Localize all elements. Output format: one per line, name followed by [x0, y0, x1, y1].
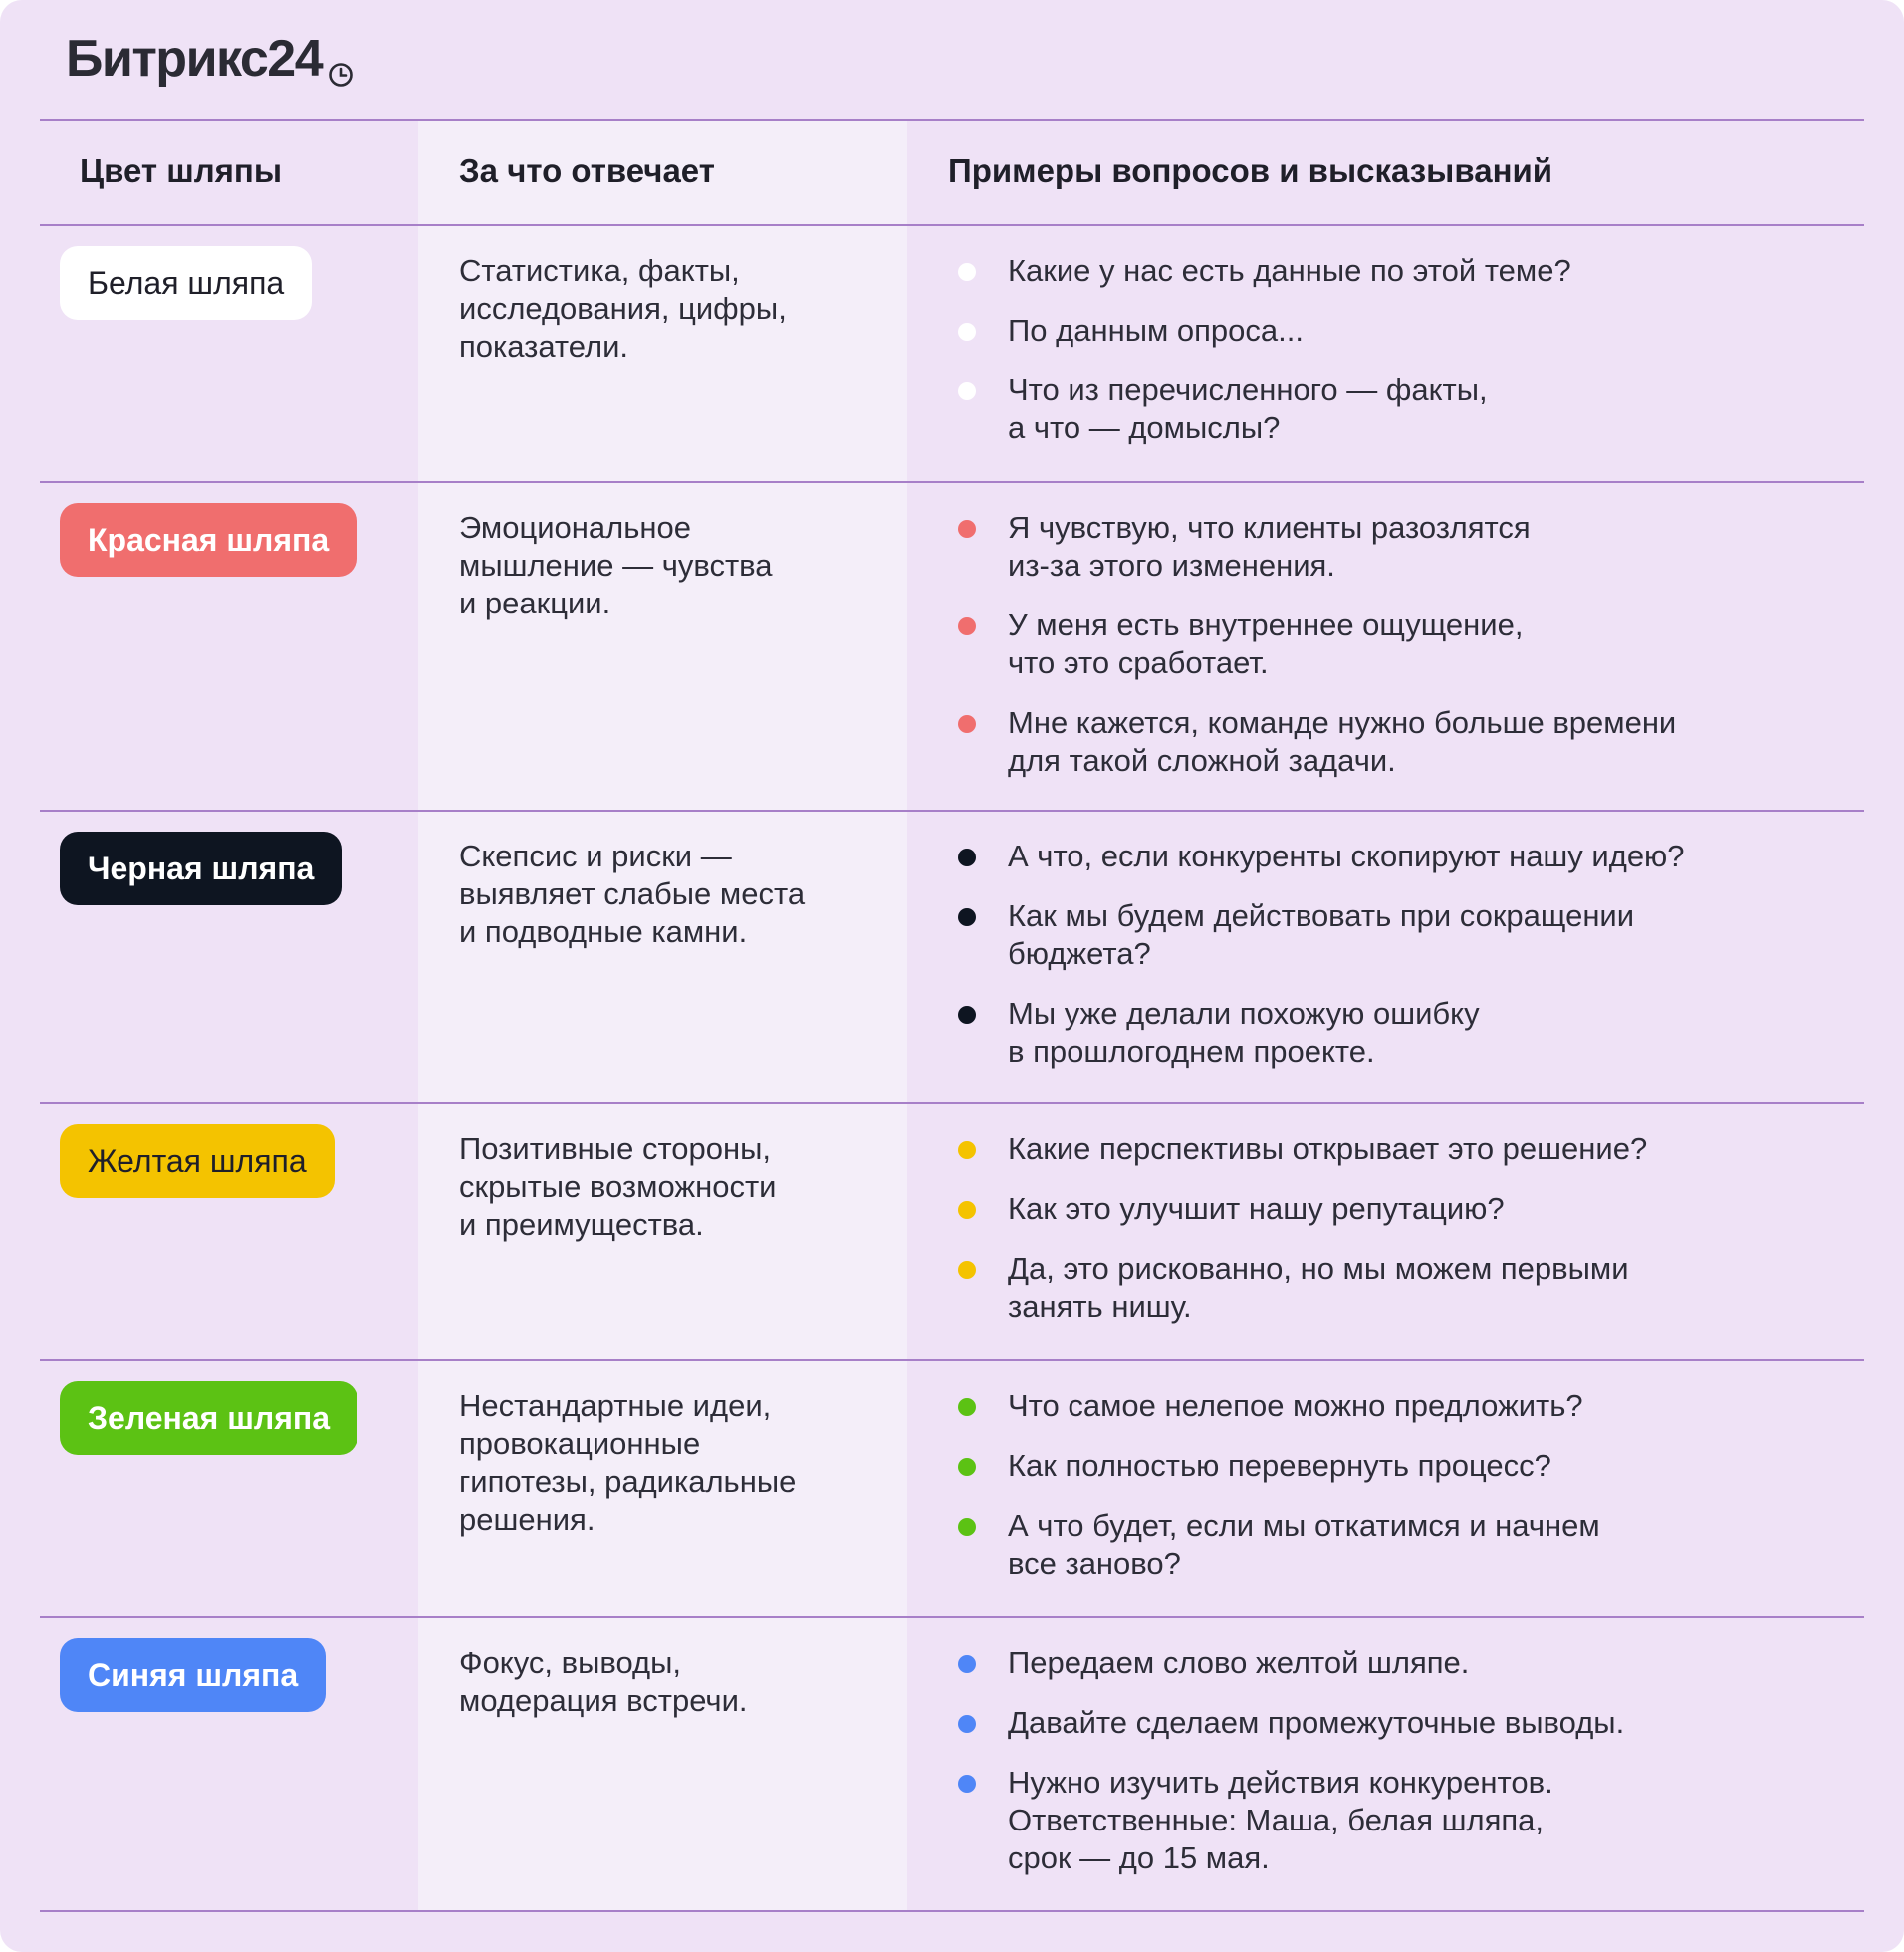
bullet-dot — [958, 908, 976, 926]
bullet-dot — [958, 263, 976, 281]
bullet-dot — [958, 617, 976, 635]
bullet-dot — [958, 520, 976, 538]
list-item: Что из перечисленного — факты, а что — домыслы? — [956, 371, 1852, 447]
list-item: Как полностью перевернуть процесс? — [956, 1447, 1852, 1485]
white-hat-examples — [956, 252, 1852, 469]
blue-hat-examples — [956, 1644, 1852, 1899]
bullet-dot — [958, 1398, 976, 1416]
list-item: А что будет, если мы откатимся и начнем все заново? — [956, 1507, 1852, 1583]
middle-column-background — [418, 120, 907, 1910]
divider — [40, 810, 1864, 812]
bullet-dot — [958, 715, 976, 733]
list-item: Нужно изучить действия конкурентов. Ответственные: Маша, белая шляпа, срок — до 15 мая. — [956, 1764, 1852, 1877]
red-hat-pill: Красная шляпа — [60, 503, 357, 577]
bullet-dot — [958, 1458, 976, 1476]
black-hat-description: Скепсис и риски — выявляет слабые места и подводные камни. — [459, 839, 806, 949]
bullet-dot — [958, 1775, 976, 1793]
list-item: Как это улучшит нашу репутацию? — [956, 1190, 1852, 1228]
list-item: Передаем слово желтой шляпе. — [956, 1644, 1852, 1682]
green-hat-pill: Зеленая шляпа — [60, 1381, 357, 1455]
list-item: У меня есть внутреннее ощущение, что это сработает. — [956, 607, 1852, 682]
list-item: Что самое нелепое можно предложить? — [956, 1387, 1852, 1425]
red-hat-examples — [956, 509, 1852, 802]
black-hat-examples — [956, 838, 1852, 1093]
bullet-dot — [958, 1655, 976, 1673]
divider — [40, 1102, 1864, 1104]
header-examples: Примеры вопросов и высказываний — [948, 152, 1553, 189]
divider — [40, 481, 1864, 483]
header-hat-color: Цвет шляпы — [80, 152, 283, 189]
list-item: По данным опроса... — [956, 312, 1852, 350]
header-responsibility: За что отвечает — [459, 152, 715, 189]
bullet-dot — [958, 382, 976, 400]
divider — [40, 119, 1864, 121]
bullet-dot — [958, 1261, 976, 1279]
list-item: А что, если конкуренты скопируют нашу идею? — [956, 838, 1852, 875]
bullet-dot — [958, 1518, 976, 1536]
bullet-dot — [958, 323, 976, 341]
black-hat-pill: Черная шляпа — [60, 832, 342, 905]
red-hat-description: Эмоциональное мышление — чувства и реакции. — [459, 510, 773, 620]
list-item: Я чувствую, что клиенты разозлятся из-за этого изменения. — [956, 509, 1852, 585]
clock-icon — [328, 40, 354, 102]
white-hat-description: Статистика, факты, исследования, цифры, показатели. — [459, 253, 787, 364]
bitrix24-logo[interactable] — [66, 28, 354, 102]
blue-hat-description: Фокус, выводы, модерация встречи. — [459, 1645, 748, 1718]
green-hat-examples — [956, 1387, 1852, 1604]
green-hat-description: Нестандартные идеи, провокационные гипотезы, радикальные решения. — [459, 1388, 797, 1537]
divider — [40, 1616, 1864, 1618]
divider — [40, 1359, 1864, 1361]
divider — [40, 224, 1864, 226]
blue-hat-pill: Синяя шляпа — [60, 1638, 326, 1712]
divider — [40, 1910, 1864, 1912]
bullet-dot — [958, 1006, 976, 1024]
list-item: Мы уже делали похожую ошибку в прошлогоднем проекте. — [956, 995, 1852, 1071]
list-item: Давайте сделаем промежуточные выводы. — [956, 1704, 1852, 1742]
list-item: Да, это рискованно, но мы можем первыми занять нишу. — [956, 1250, 1852, 1326]
list-item: Как мы будем действовать при сокращении бюджета? — [956, 897, 1852, 973]
list-item: Какие перспективы открывает это решение? — [956, 1130, 1852, 1168]
list-item: Какие у нас есть данные по этой теме? — [956, 252, 1852, 290]
bullet-dot — [958, 1715, 976, 1733]
white-hat-pill: Белая шляпа — [60, 246, 312, 320]
brand-name: Битрикс24 — [66, 30, 323, 88]
bullet-dot — [958, 1201, 976, 1219]
bullet-dot — [958, 849, 976, 866]
yellow-hat-pill: Желтая шляпа — [60, 1124, 335, 1198]
yellow-hat-examples — [956, 1130, 1852, 1347]
yellow-hat-description: Позитивные стороны, скрытые возможности и преимущества. — [459, 1131, 777, 1242]
bullet-dot — [958, 1141, 976, 1159]
list-item: Мне кажется, команде нужно больше времени для такой сложной задачи. — [956, 704, 1852, 780]
